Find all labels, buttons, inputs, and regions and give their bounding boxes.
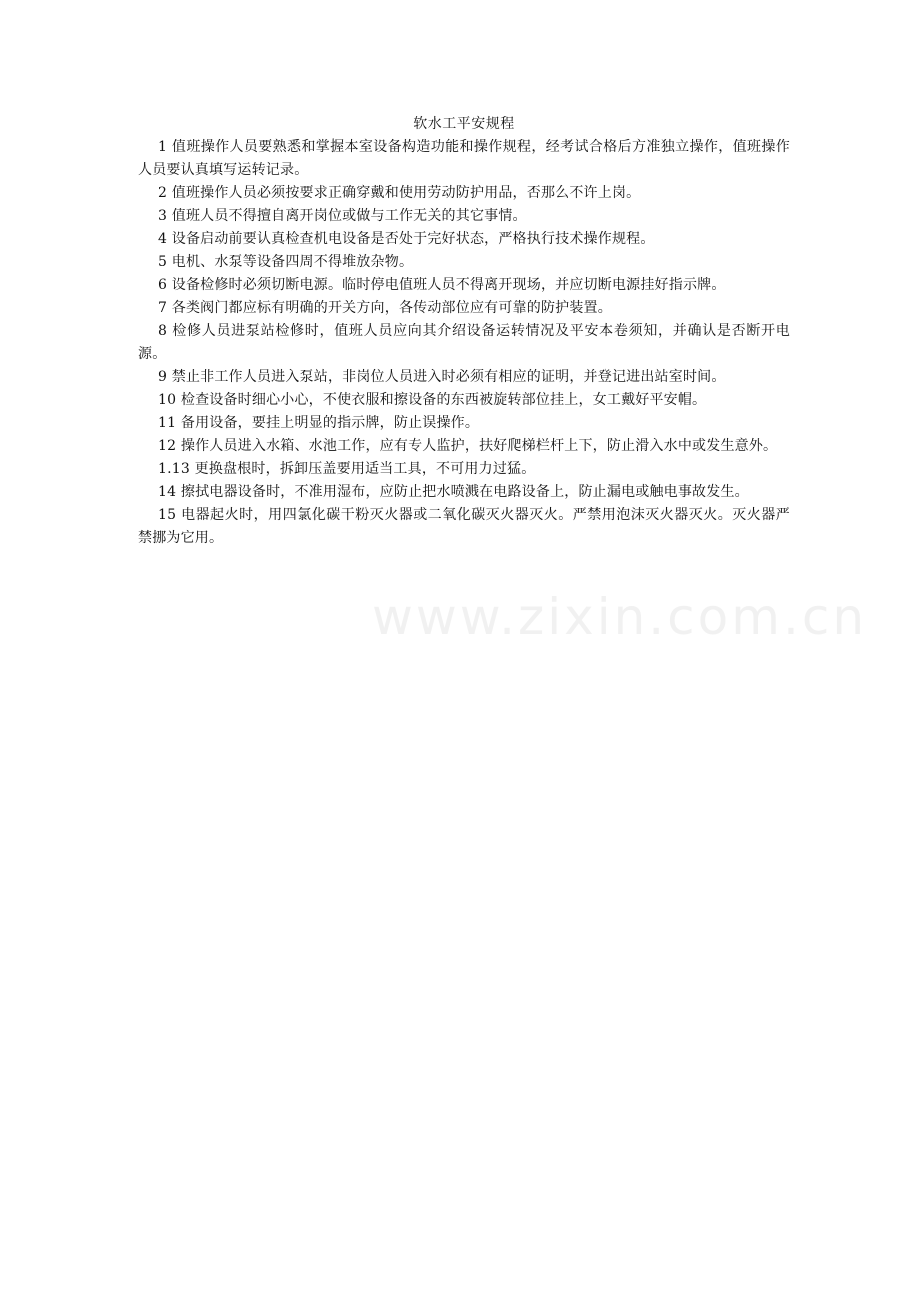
- rule-paragraph-11: 11 备用设备，要挂上明显的指示牌，防止误操作。: [158, 415, 480, 431]
- rule-paragraph-14: 14 擦拭电器设备时，不准用湿布，应防止把水喷溅在电路设备上，防止漏电或触电事故发生。: [158, 484, 749, 500]
- rule-paragraph-6: 6 设备检修时必须切断电源。临时停电值班人员不得离开现场，并应切断电源挂好指示牌。: [158, 277, 726, 293]
- rule-paragraph-10: 10 检查设备时细心小心，不使衣服和擦设备的东西被旋转部位挂上，女工戴好平安帽。: [158, 392, 707, 408]
- rule-paragraph-2: 2 值班操作人员必须按要求正确穿戴和使用劳动防护用品，否那么不许上岗。: [158, 185, 641, 201]
- rule-paragraph-5: 5 电机、水泵等设备四周不得堆放杂物。: [158, 254, 414, 270]
- rule-paragraph-15: 15 电器起火时，用四氯化碳干粉灭火器或二氧化碳灭火器灭火。严禁用泡沫灭火器灭火。灭火器严禁挪为它用。: [138, 507, 790, 546]
- document-page: [138, 112, 790, 550]
- rule-paragraph-12: 12 操作人员进入水箱、水池工作，应有专人监护，扶好爬梯栏杆上下，防止滑入水中或发生意外。: [158, 438, 778, 454]
- rule-paragraph-9: 9 禁止非工作人员进入泵站，非岗位人员进入时必须有相应的证明，并登记进出站室时间。: [158, 369, 726, 385]
- document-title: 软水工平安规程: [413, 116, 515, 132]
- rule-paragraph-1: 1 值班操作人员要熟悉和掌握本室设备构造功能和操作规程，经考试合格后方准独立操作，值班操作人员要认真填写运转记录。: [138, 139, 790, 178]
- rule-paragraph-8: 8 检修人员进泵站检修时，值班人员应向其介绍设备运转情况及平安本卷须知，并确认是否断开电源。: [138, 323, 790, 362]
- rule-paragraph-3: 3 值班人员不得擅自离开岗位或做与工作无关的其它事情。: [158, 208, 527, 224]
- site-watermark: www.zixin.com.cn: [372, 588, 868, 646]
- rule-paragraph-4: 4 设备启动前要认真检查机电设备是否处于完好状态，严格执行技术操作规程。: [158, 231, 655, 247]
- rule-paragraph-7: 7 各类阀门都应标有明确的开关方向，各传动部位应有可靠的防护装置。: [158, 300, 612, 316]
- rule-paragraph-13: 1.13 更换盘根时，拆卸压盖要用适当工具，不可用力过猛。: [158, 461, 536, 477]
